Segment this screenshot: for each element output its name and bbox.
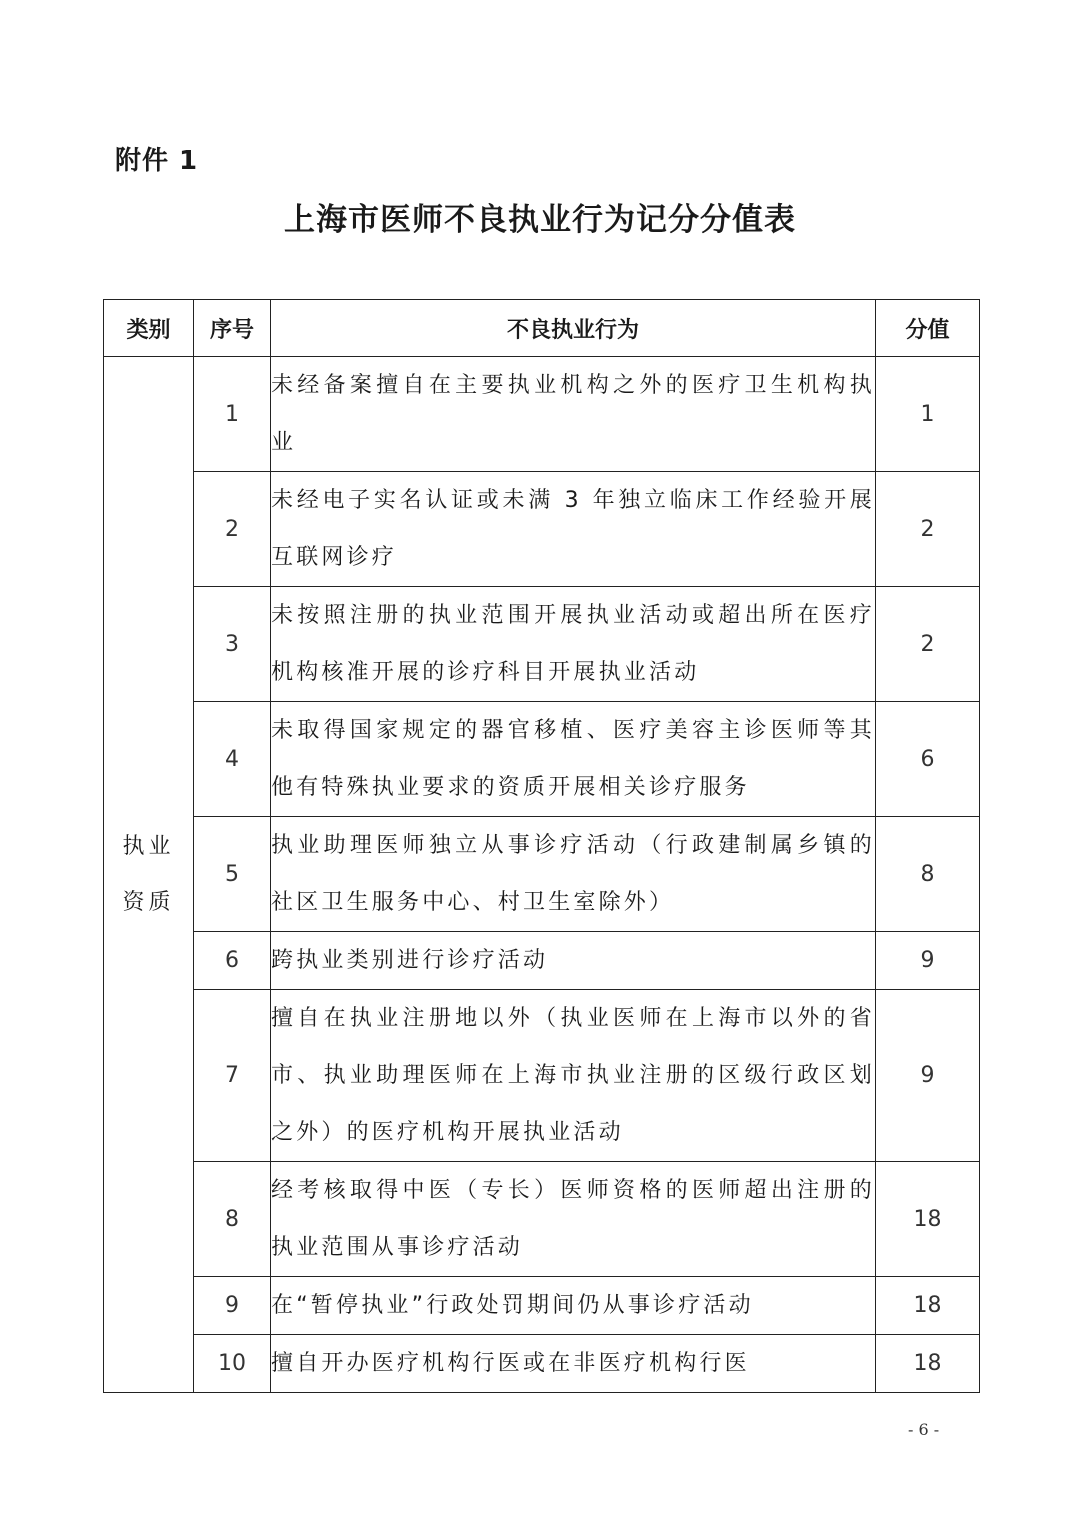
row-behavior: 在“暂停执业”行政处罚期间仍从事诊疗活动 (271, 1277, 876, 1335)
row-seq: 5 (194, 817, 271, 932)
row-behavior: 经考核取得中医（专长）医师资格的医师超出注册的执业范围从事诊疗活动 (271, 1162, 876, 1277)
table-row (104, 932, 980, 990)
row-score: 6 (876, 702, 980, 817)
row-behavior: 擅自在执业注册地以外（执业医师在上海市以外的省市、执业助理医师在上海市执业注册的区级行政区划之外）的医疗机构开展执业活动 (271, 990, 876, 1162)
row-score: 18 (876, 1277, 980, 1335)
header-behavior: 不良执业行为 (271, 300, 876, 357)
row-score: 2 (876, 587, 980, 702)
attachment-label: 附件 1 (115, 146, 199, 176)
row-behavior: 未取得国家规定的器官移植、医疗美容主诊医师等其他有特殊执业要求的资质开展相关诊疗服务 (271, 702, 876, 817)
row-seq: 8 (194, 1162, 271, 1277)
table-row (104, 357, 980, 472)
table-row (104, 1162, 980, 1277)
row-behavior: 跨执业类别进行诊疗活动 (271, 932, 876, 990)
row-seq: 10 (194, 1335, 271, 1393)
table-row (104, 817, 980, 932)
row-behavior: 执业助理医师独立从事诊疗活动（行政建制属乡镇的社区卫生服务中心、村卫生室除外） (271, 817, 876, 932)
document-title: 上海市医师不良执业行为记分分值表 (284, 202, 796, 238)
row-score: 2 (876, 472, 980, 587)
row-score: 1 (876, 357, 980, 472)
row-behavior: 未经备案擅自在主要执业机构之外的医疗卫生机构执业 (271, 357, 876, 472)
row-behavior: 未经电子实名认证或未满 3 年独立临床工作经验开展互联网诊疗 (271, 472, 876, 587)
row-seq: 1 (194, 357, 271, 472)
row-behavior: 擅自开办医疗机构行医或在非医疗机构行医 (271, 1335, 876, 1393)
table-row (104, 1335, 980, 1393)
table-header-row (104, 300, 980, 357)
header-score: 分值 (876, 300, 980, 357)
row-seq: 7 (194, 990, 271, 1162)
score-table (103, 299, 980, 1393)
row-seq: 2 (194, 472, 271, 587)
row-seq: 4 (194, 702, 271, 817)
row-seq: 3 (194, 587, 271, 702)
row-score: 18 (876, 1162, 980, 1277)
header-seq: 序号 (194, 300, 271, 357)
table-row (104, 472, 980, 587)
row-score: 18 (876, 1335, 980, 1393)
table-row (104, 990, 980, 1162)
row-behavior: 未按照注册的执业范围开展执业活动或超出所在医疗机构核准开展的诊疗科目开展执业活动 (271, 587, 876, 702)
header-category: 类别 (104, 300, 194, 357)
table-row (104, 587, 980, 702)
row-score: 9 (876, 990, 980, 1162)
category-line-1: 执业 (122, 833, 175, 859)
row-score: 8 (876, 817, 980, 932)
category-line-2: 资质 (122, 889, 175, 915)
category-cell (104, 357, 194, 1393)
table-row (104, 1277, 980, 1335)
table-row (104, 702, 980, 817)
row-seq: 6 (194, 932, 271, 990)
page-number: - 6 - (908, 1420, 940, 1439)
row-score: 9 (876, 932, 980, 990)
row-seq: 9 (194, 1277, 271, 1335)
